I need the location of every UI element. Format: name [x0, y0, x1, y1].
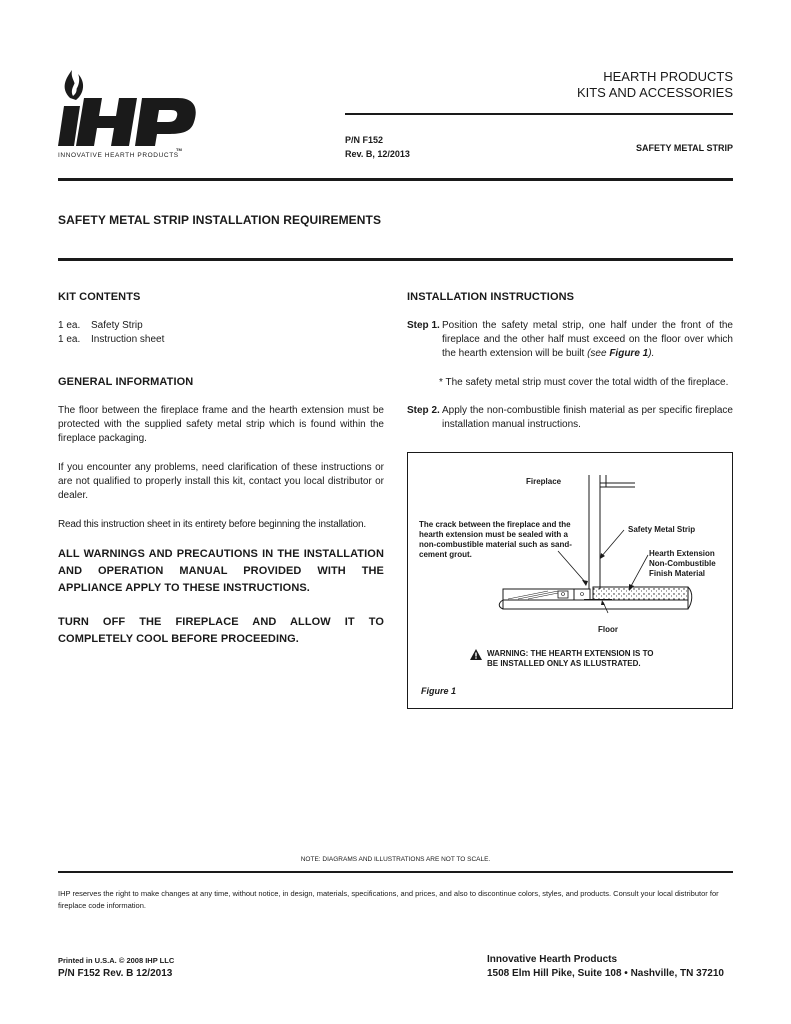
- step-1: [407, 319, 733, 361]
- step-1-label: Step 1.: [407, 320, 440, 331]
- revision: Rev. B, 12/2013: [345, 149, 410, 159]
- figure-warning-line2: BE INSTALLED ONLY AS ILLUSTRATED.: [487, 659, 641, 668]
- kit-contents-heading: KIT CONTENTS: [58, 291, 141, 303]
- general-info-para3: Read this instruction sheet in its entirety before beginning the installation.: [58, 519, 366, 530]
- part-info: [345, 133, 410, 161]
- pn-rev-line: P/N F152 Rev. B 12/2013: [58, 968, 173, 979]
- footer-rule: [58, 871, 733, 873]
- header-title: [577, 69, 733, 101]
- step-2-text: Apply the non-combustible finish material as per specific fireplace installation manual instructions.: [442, 405, 733, 430]
- company-info: [487, 953, 724, 981]
- fireplace-label: Fireplace: [526, 477, 562, 486]
- ihp-logo: [58, 68, 198, 163]
- header-title-line2: KITS AND ACCESSORIES: [576, 85, 733, 100]
- disclaimer: IHP reserves the right to make changes at any time, without notice, in design, materials, specifications, and prices, and also to discontinue colors, styles, and products. Consult your local distributor for fireplace code information.: [58, 889, 719, 910]
- flame-icon: [58, 68, 198, 150]
- logo-subtitle: INNOVATIVE HEARTH PRODUCTS: [58, 152, 179, 159]
- header-rule-top: [345, 113, 733, 115]
- figure-warning: [470, 649, 690, 669]
- general-info-para2: If you encounter any problems, need clarification of these instructions or are not qualified to properly install this kit, contact you local distributor or dealer.: [58, 462, 384, 501]
- product-name: SAFETY METAL STRIP: [635, 143, 733, 153]
- header-title-line1: HEARTH PRODUCTS: [603, 69, 733, 84]
- figure-1: [407, 452, 733, 709]
- printed-line: Printed in U.S.A. © 2008 IHP LLC: [58, 956, 175, 965]
- general-info-heading: GENERAL INFORMATION: [58, 376, 194, 388]
- step-1-note: * The safety metal strip must cover the total width of the fireplace.: [439, 377, 729, 388]
- logo-tm: TM: [176, 147, 182, 152]
- figure-caption: Figure 1: [421, 686, 457, 696]
- floor-label: Floor: [598, 625, 618, 634]
- figure-warning-line1: WARNING: THE HEARTH EXTENSION IS TO: [487, 649, 654, 658]
- installation-heading: INSTALLATION INSTRUCTIONS: [407, 291, 575, 303]
- scale-note: NOTE: DIAGRAMS AND ILLUSTRATIONS ARE NOT TO SCALE.: [300, 856, 491, 863]
- part-number: P/N F152: [345, 135, 384, 145]
- general-info-para1: The floor between the fireplace frame and the hearth extension must be protected with the supplied safety metal strip which is found within the fireplace packaging.: [58, 405, 384, 444]
- step-1-text: Position the safety metal strip, one half under the front of the fireplace and the other half must exceed on the floor over which the hearth extension will be built (see Figure 1).: [442, 320, 733, 359]
- warning-appliance-manual: ALL WARNINGS AND PRECAUTIONS IN THE INSTALLATION AND OPERATION MANUAL PROVIDED WITH THE APPLIANCE APPLY TO THESE INSTRUCTIONS.: [58, 548, 384, 594]
- hearth-extension-label: Hearth Extension Non-Combustible Finish Material: [649, 549, 716, 578]
- title-rule: [58, 258, 733, 261]
- step-2: [407, 404, 733, 432]
- company-address: 1508 Elm Hill Pike, Suite 108 • Nashville, TN 37210: [487, 968, 724, 979]
- kit-contents-list: [58, 319, 378, 347]
- crack-note-label: The crack between the fireplace and the hearth extension must be sealed with a non-combustible material such as sand-cement grout.: [419, 520, 572, 559]
- doc-title: SAFETY METAL STRIP INSTALLATION REQUIREMENTS: [58, 213, 382, 227]
- installation-diagram: [408, 453, 732, 708]
- list-item: 1 ea. Safety Strip: [58, 320, 143, 331]
- company-name: Innovative Hearth Products: [487, 954, 618, 965]
- list-item: 1 ea. Instruction sheet: [58, 334, 165, 345]
- warning-cool-fireplace: TURN OFF THE FIREPLACE AND ALLOW IT TO COMPLETELY COOL BEFORE PROCEEDING.: [58, 616, 384, 645]
- header-rule-bottom: [58, 178, 733, 181]
- warning-triangle-icon: [470, 649, 482, 660]
- safety-strip-label: Safety Metal Strip: [628, 525, 696, 534]
- printed-info: [58, 955, 174, 981]
- step-2-label: Step 2.: [407, 405, 440, 416]
